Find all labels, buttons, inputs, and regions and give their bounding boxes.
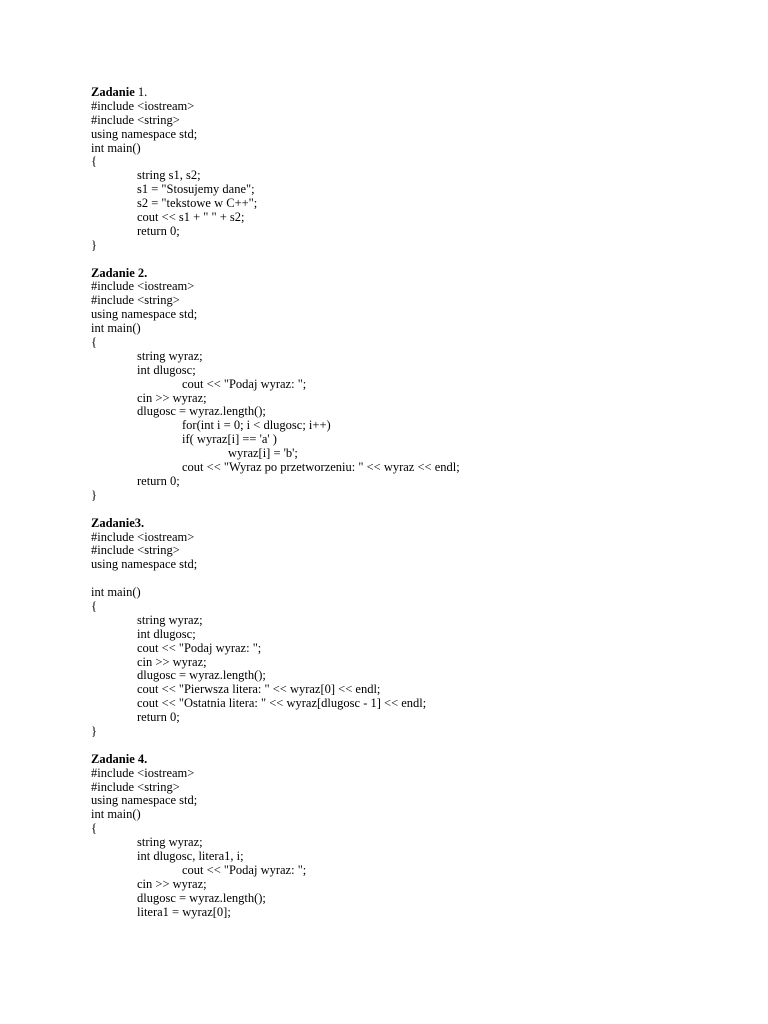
task-heading-number: 1. — [134, 85, 148, 99]
code-line: cout << s1 + " " + s2; — [137, 210, 245, 225]
code-line: using namespace std; — [91, 307, 198, 322]
task-heading — [91, 517, 731, 531]
code-line: litera1 = wyraz[0]; — [137, 904, 231, 919]
code-line: string wyraz; — [137, 612, 203, 627]
code-line: } — [91, 237, 97, 252]
section-spacer — [91, 739, 731, 753]
section-spacer — [91, 503, 731, 517]
code-line: { — [91, 821, 97, 836]
task-heading — [91, 86, 731, 100]
code-line: int main() — [91, 807, 141, 822]
code-line: #include <string> — [91, 293, 180, 308]
code-line: string s1, s2; — [137, 168, 201, 183]
code-line: int main() — [91, 585, 141, 600]
code-line: cout << "Ostatnia litera: " << wyraz[dlugosc - 1] << endl; — [137, 696, 427, 711]
code-line — [91, 572, 731, 586]
code-line: using namespace std; — [91, 126, 198, 141]
code-line: dlugosc = wyraz.length(); — [137, 404, 266, 419]
code-line: s2 = "tekstowe w C++"; — [137, 196, 258, 211]
code-line: #include <string> — [91, 112, 180, 127]
code-line: using namespace std; — [91, 793, 198, 808]
code-line: int dlugosc; — [137, 626, 196, 641]
code-line: using namespace std; — [91, 557, 198, 572]
code-line: #include <iostream> — [91, 529, 195, 544]
section-spacer — [91, 253, 731, 267]
code-line: #include <iostream> — [91, 765, 195, 780]
code-line: #include <iostream> — [91, 279, 195, 294]
code-line: cout << "Podaj wyraz: "; — [182, 376, 307, 391]
code-line: cin >> wyraz; — [137, 876, 207, 891]
task-heading — [91, 753, 731, 767]
code-line: int main() — [91, 321, 141, 336]
code-line: #include <iostream> — [91, 98, 195, 113]
code-line: { — [91, 154, 97, 169]
code-line: cout << "Podaj wyraz: "; — [182, 862, 307, 877]
code-line: wyraz[i] = 'b'; — [228, 446, 298, 461]
code-line: return 0; — [137, 223, 180, 238]
task-heading-label: Zadanie 2. — [91, 265, 148, 280]
code-line: dlugosc = wyraz.length(); — [137, 890, 266, 905]
task-heading-label: Zadanie 4. — [91, 751, 148, 766]
code-line: string wyraz; — [137, 348, 203, 363]
code-line: cout << "Wyraz po przetworzeniu: " << wyraz << endl; — [182, 460, 460, 475]
code-line: return 0; — [137, 473, 180, 488]
code-line: cout << "Pierwsza litera: " << wyraz[0] << endl; — [137, 682, 381, 697]
code-line: #include <string> — [91, 779, 180, 794]
code-line: } — [91, 487, 97, 502]
code-line: int dlugosc; — [137, 362, 196, 377]
code-line: string wyraz; — [137, 835, 203, 850]
code-line: int dlugosc, litera1, i; — [137, 848, 244, 863]
code-line: { — [91, 335, 97, 350]
code-line: dlugosc = wyraz.length(); — [137, 668, 266, 683]
task-heading — [91, 267, 731, 281]
code-line: s1 = "Stosujemy dane"; — [137, 182, 255, 197]
code-line: } — [91, 723, 97, 738]
code-line: cout << "Podaj wyraz: "; — [137, 640, 262, 655]
task-heading-label: Zadanie3. — [91, 515, 145, 530]
code-line: for(int i = 0; i < dlugosc; i++) — [182, 418, 331, 433]
code-line: { — [91, 598, 97, 613]
code-line: cin >> wyraz; — [137, 654, 207, 669]
code-line: if( wyraz[i] == 'a' ) — [182, 432, 277, 447]
code-line: cin >> wyraz; — [137, 390, 207, 405]
document-body — [91, 86, 731, 919]
code-line: int main() — [91, 140, 141, 155]
code-line: #include <string> — [91, 543, 180, 558]
code-line: return 0; — [137, 710, 180, 725]
task-heading-label: Zadanie — [91, 85, 135, 99]
